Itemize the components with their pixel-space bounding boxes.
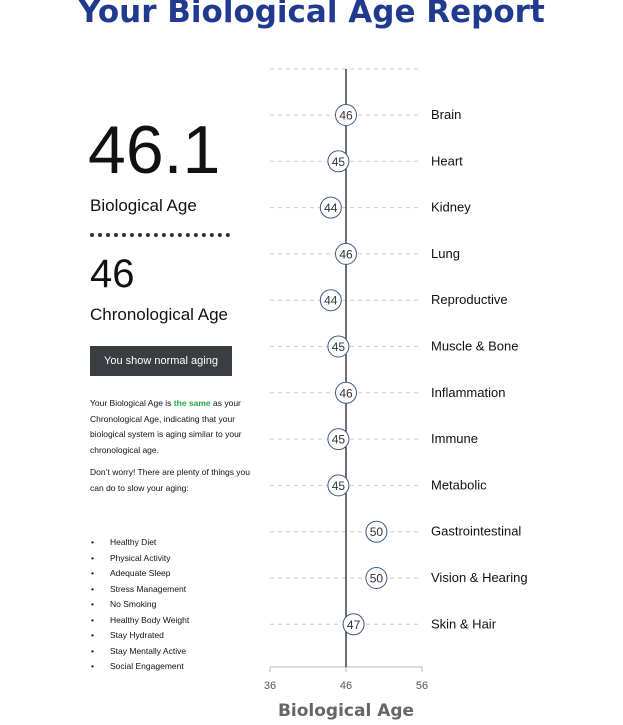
tip-item: • Adequate Sleep bbox=[90, 566, 189, 582]
description-highlight: the same bbox=[173, 398, 211, 408]
tip-item: • Physical Activity bbox=[90, 551, 189, 567]
chronological-age-label: Chronological Age bbox=[90, 305, 228, 324]
tip-item: • Healthy Diet bbox=[90, 535, 189, 551]
tip-item: • Stay Mentally Active bbox=[90, 644, 189, 660]
encouragement-text: Don’t worry! There are plenty of things you can do to slow your aging: bbox=[90, 467, 251, 493]
organ-age-value: 50 bbox=[369, 571, 384, 586]
tip-item: • No Smoking bbox=[90, 597, 189, 613]
organ-age-value: 47 bbox=[346, 617, 361, 632]
description-after: as your Chronological Age, indicating that your biological system is aging similar to your chronological age. bbox=[90, 398, 242, 455]
organ-label: Vision & Hearing bbox=[431, 570, 528, 585]
organ-age-value: 46 bbox=[339, 108, 353, 123]
organ-age-value: 46 bbox=[339, 247, 353, 262]
organ-label: Inflammation bbox=[431, 384, 506, 400]
chronological-age-value: 46 bbox=[90, 252, 135, 296]
organ-age-value: 45 bbox=[331, 432, 346, 447]
x-tick-label: 46 bbox=[339, 680, 353, 692]
organ-age-value: 45 bbox=[331, 478, 346, 493]
organ-label: Skin & Hair bbox=[431, 616, 497, 632]
tip-item: • Healthy Body Weight bbox=[90, 613, 189, 629]
organ-label: Muscle & Bone bbox=[431, 338, 519, 354]
organ-age-value: 44 bbox=[324, 201, 338, 216]
organ-label: Heart bbox=[431, 153, 463, 169]
tip-item: • Stay Hydrated bbox=[90, 628, 189, 644]
organ-age-value: 44 bbox=[324, 293, 338, 308]
organ-label: Gastrointestinal bbox=[431, 523, 522, 539]
organ-label: Kidney bbox=[431, 199, 471, 215]
organ-age-value: 50 bbox=[369, 525, 384, 540]
organ-label: Lung bbox=[431, 245, 460, 261]
x-tick-label: 56 bbox=[415, 680, 429, 692]
organ-label: Immune bbox=[431, 431, 478, 447]
organ-age-value: 45 bbox=[331, 340, 346, 354]
organ-age-value: 46 bbox=[339, 386, 353, 401]
aging-status-badge: You show normal aging bbox=[90, 346, 232, 376]
report-title: Your Biological Age Report bbox=[78, 0, 545, 30]
biological-age-label: Biological Age bbox=[90, 196, 197, 215]
description-before: Your Biological Age is bbox=[90, 398, 174, 408]
biological-age-value: 46.1 bbox=[88, 112, 221, 188]
organ-label: Brain bbox=[431, 107, 462, 122]
organ-label: Metabolic bbox=[431, 477, 487, 493]
tip-item: • Stress Management bbox=[90, 582, 189, 598]
organ-label: Reproductive bbox=[431, 292, 508, 308]
tip-item: • Social Engagement bbox=[90, 659, 189, 675]
organ-age-value: 45 bbox=[331, 154, 346, 169]
x-tick-label: 36 bbox=[263, 680, 277, 692]
x-axis-label: Biological Age bbox=[277, 701, 415, 721]
